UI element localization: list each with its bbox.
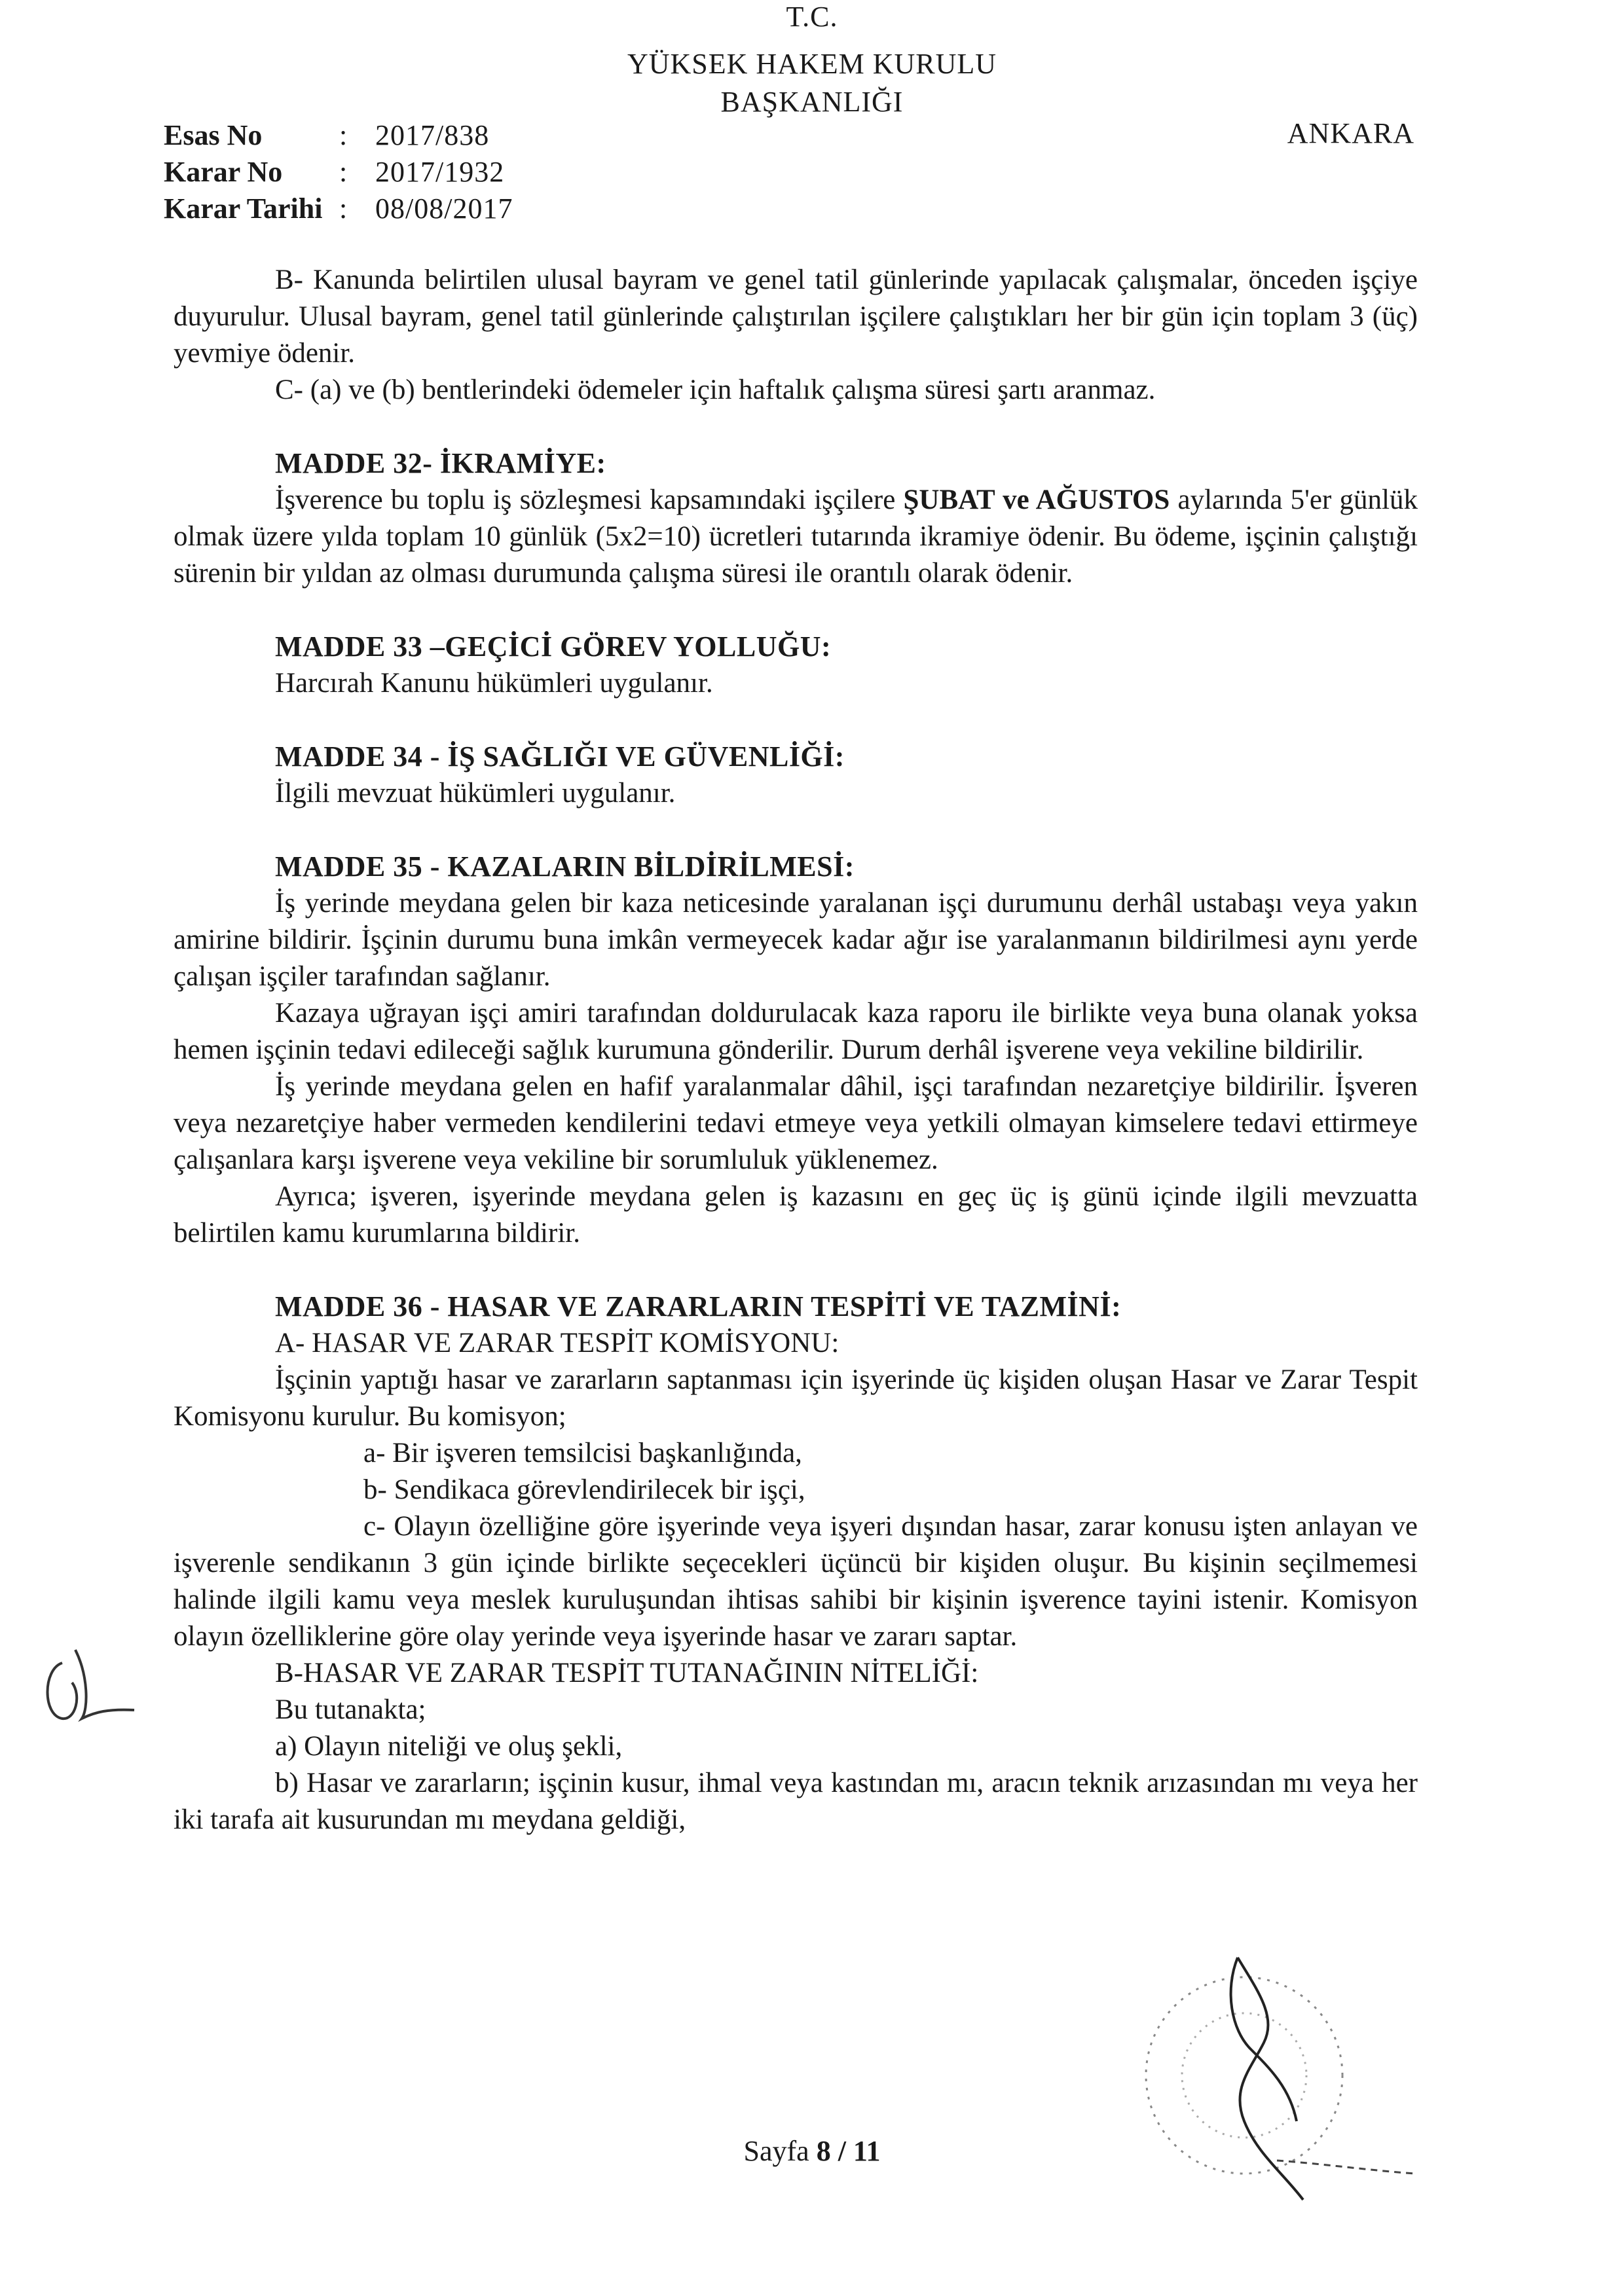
article-34-title: MADDE 34 - İŞ SAĞLIĞI VE GÜVENLİĞİ: [275, 740, 845, 773]
meta-value: 2017/1932 [375, 155, 505, 188]
conj-ve: ve [994, 484, 1036, 515]
article-32-text-c: aylarında 5'er günlük olmak üzere yılda toplam 10 günlük (5x2=10) ücretleri tutarında ikramiye ödenir. Bu ödeme, işçinin çalıştığı sürenin bir yıldan az olması durumunda çalışma süresi ile orantılı olarak ödenir. [174, 484, 1418, 589]
header-org: YÜKSEK HAKEM KURULU [627, 48, 997, 80]
meta-value: 2017/838 [375, 118, 490, 151]
article-32-text-a: İşverence bu toplu iş sözleşmesi kapsamındaki işçilere [275, 484, 904, 515]
page-footer [0, 2134, 1624, 2168]
case-meta [164, 117, 513, 227]
article-32-title: MADDE 32- İKRAMİYE: [275, 447, 606, 479]
article-35-p4: Ayrıca; işveren, işyerinde meydana gelen iş kazasını en geç üç iş günü içinde ilgili mevzuatta belirtilen kamu kurumlarına bildirir. [174, 1181, 1418, 1248]
meta-row-esas [164, 117, 513, 153]
article-32-text [174, 482, 1418, 592]
header-dept: BAŞKANLIĞI [720, 86, 904, 118]
meta-label: Karar Tarihi [164, 192, 323, 225]
article-36-b-item-a: a) Olayın niteliği ve oluş şekli, [275, 1731, 623, 1762]
article-36-b-item-b: b) Hasar ve zararların; işçinin kusur, ihmal veya kastından mı, aracın teknik arızasından mı veya her iki tarafa ait kusurundan mı meydana geldiği, [174, 1768, 1418, 1835]
official-stamp-signature [1107, 1938, 1447, 2213]
meta-value: 08/08/2017 [375, 192, 513, 225]
meta-row-karar [164, 153, 513, 190]
article-33-text: Harcırah Kanunu hükümleri uygulanır. [275, 668, 713, 699]
article-35-p1: İş yerinde meydana gelen bir kaza neticesinde yaralanan işçi durumunu derhâl ustabaşı veya yakın amirine bildirir. İşçinin durumu buna imkân vermeyecek kadar ağır ise yaralanmanın bildirilmesi aynı yerde çalışan işçiler tarafından sağlanır. [174, 888, 1418, 992]
article-36-a-title: A- HASAR VE ZARAR TESPİT KOMİSYONU: [275, 1328, 840, 1358]
meta-colon: : [339, 192, 348, 225]
meta-row-tarih [164, 190, 513, 227]
meta-colon: : [339, 118, 348, 151]
month-subat: ŞUBAT [903, 484, 995, 515]
article-36-title: MADDE 36 - HASAR VE ZARARLARIN TESPİTİ VE TAZMİNİ: [275, 1290, 1122, 1322]
article-33-title: MADDE 33 –GEÇİCİ GÖREV YOLLUĞU: [275, 630, 832, 663]
month-agustos: AĞUSTOS [1035, 484, 1170, 515]
paragraph-c: C- (a) ve (b) bentlerindeki ödemeler için haftalık çalışma süresi şartı aranmaz. [275, 374, 1156, 405]
meta-colon: : [339, 155, 348, 188]
meta-label: Esas No [164, 118, 263, 151]
article-36-a-item-c: c- Olayın özelliğine göre işyerinde veya işyeri dışından hasar, zarar konusu işten anlayan ve işverenle sendikanın 3 gün içinde birlikte seçecekleri üçüncü bir kişiden oluşur. Bu kişinin seçilmemesi halinde ilgili kamu veya meslek kuruluşundan ihtisas sahibi bir kişinin işverence tayini istenir. Komisyon olayın özelliklerine göre olay yerinde veya işyerinde hasar ve zararı saptar. [174, 1511, 1418, 1652]
footer-page-number: 8 / 11 [816, 2135, 881, 2167]
header-tc: T.C. [786, 1, 838, 33]
header-city: ANKARA [1287, 117, 1414, 149]
meta-label: Karar No [164, 155, 283, 188]
article-36-a-item-b: b- Sendikaca görevlendirilecek bir işçi, [363, 1474, 805, 1505]
paragraph-b: B- Kanunda belirtilen ulusal bayram ve genel tatil günlerinde yapılacak çalışmalar, önceden işçiye duyurulur. Ulusal bayram, genel tatil günlerinde çalıştırılan işçilere çalıştıkları her bir gün için toplam 3 (üç) yevmiye ödenir. [174, 264, 1418, 369]
article-36-a-item-a: a- Bir işveren temsilcisi başkanlığında, [363, 1438, 802, 1468]
article-35-title: MADDE 35 - KAZALARIN BİLDİRİLMESİ: [275, 850, 855, 883]
article-36-b-intro: Bu tutanakta; [275, 1694, 426, 1725]
article-34-text: İlgili mevzuat hükümleri uygulanır. [275, 778, 676, 809]
footer-prefix: Sayfa [743, 2135, 817, 2167]
article-36-a-p1: İşçinin yaptığı hasar ve zararların saptanması için işyerinde üç kişiden oluşan Hasar ve Zarar Tespit Komisyonu kurulur. Bu komisyon; [174, 1364, 1418, 1432]
article-35-p3: İş yerinde meydana gelen en hafif yaralanmalar dâhil, işçi tarafından nezaretçiye bildirilir. İşveren veya nezaretçiye haber vermeden kendilerini tedavi etmeye veya yetkili olmayan kimselere tedavi ettirmeye çalışanlara karşı işverene veya vekiline bir sorumluluk yüklenemez. [174, 1071, 1418, 1175]
article-35-p2: Kazaya uğrayan işçi amiri tarafından doldurulacak kaza raporu ile birlikte veya buna olanak yoksa hemen işçinin tedavi edileceği sağlık kurumuna gönderilir. Durum derhâl işverene veya vekiline bildirilir. [174, 998, 1418, 1065]
margin-initials-signature [36, 1637, 141, 1735]
document-body [174, 262, 1418, 1838]
article-36-b-title: B-HASAR VE ZARAR TESPİT TUTANAĞININ NİTELİĞİ: [275, 1658, 979, 1688]
